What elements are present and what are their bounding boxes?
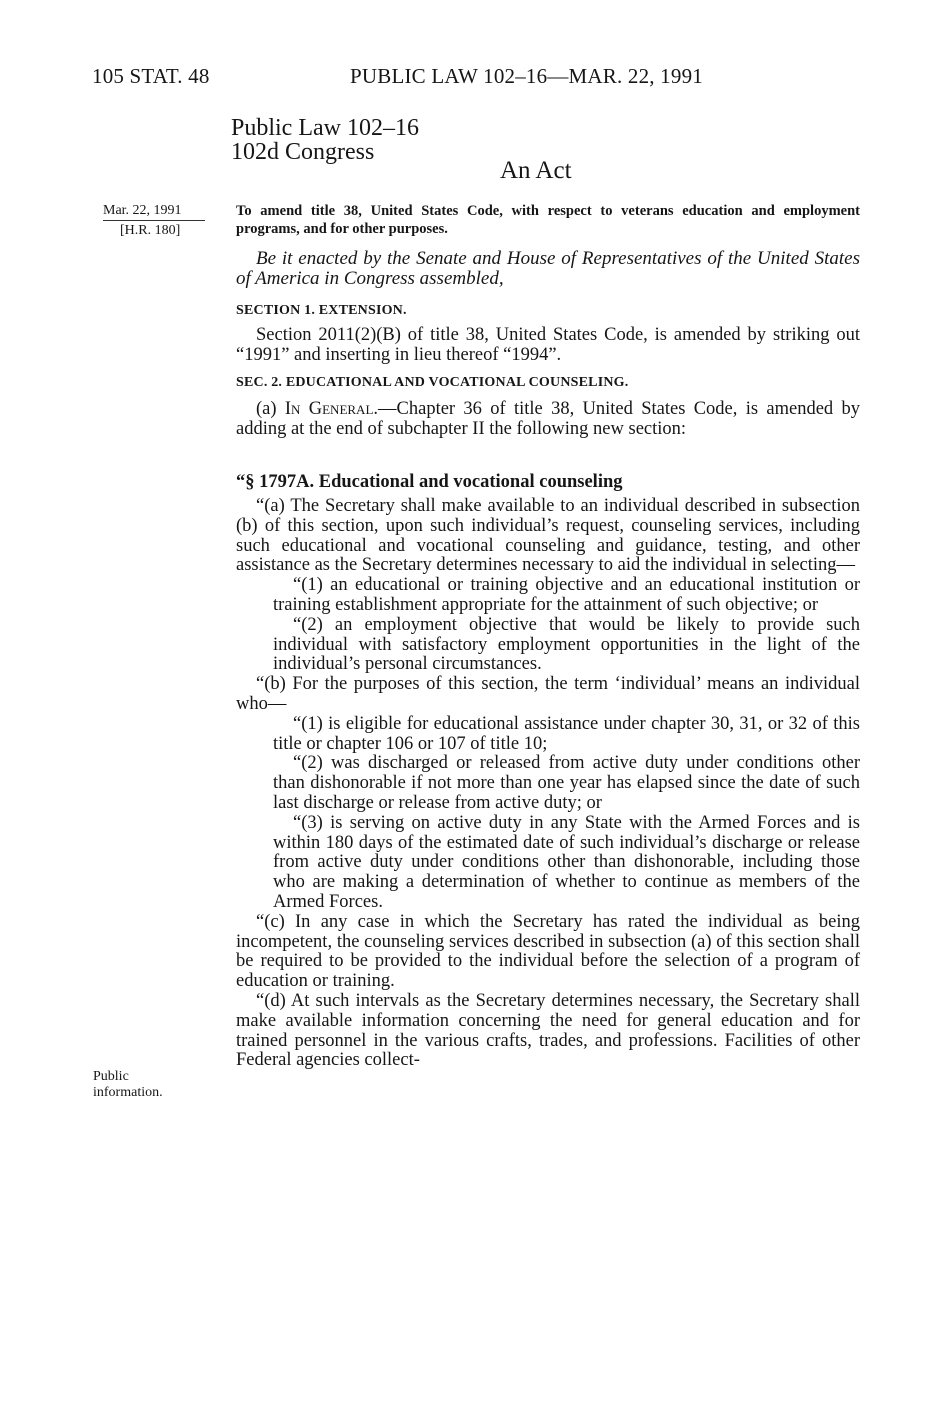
running-header-title: PUBLIC LAW 102–16—MAR. 22, 1991 — [350, 64, 703, 88]
section-2-heading: SEC. 2. EDUCATIONAL AND VOCATIONAL COUNSELING. — [236, 375, 629, 390]
margin-date: Mar. 22, 1991 — [103, 202, 205, 221]
paragraph-a: “(a) The Secretary shall make available to an individual described in subsection (b) of this section, upon such individual’s request, counseling services, including such educational and vocational counseling and guidance, testing, and other assistance as the Secretary determines necessary to aid the individual in selecting— — [236, 496, 860, 576]
paragraph-b-3: “(3) is serving on active duty in any State with the Armed Forces and is within 180 days of the estimated date of such individual’s discharge or release from active duty under conditions other than dishonorable, including those who are making a determination of whether to continue as members of the Armed Forces. — [273, 812, 860, 912]
in-general-label: In General — [284, 399, 374, 419]
paragraph-b-2: “(2) was discharged or released from active duty under conditions other than dishonorable if not more than one year has elapsed since the date of such last discharge or release from active duty; or — [273, 753, 860, 813]
enacting-clause: Be it enacted by the Senate and House of Representatives of the United States of America in Congress assembled, — [236, 248, 860, 289]
paragraph-a-1: “(1) an educational or training objective and an educational institution or training establishment appropriate for the attainment of such objective; or — [273, 575, 860, 615]
margin-public-info-line1: Public — [93, 1069, 129, 1084]
paragraph-b-1: “(1) is eligible for educational assistance under chapter 30, 31, or 32 of this title or chapter 106 or 107 of title 10; — [273, 713, 860, 754]
congress-label: 102d Congress — [231, 139, 375, 165]
margin-public-info-line2: information. — [93, 1085, 163, 1100]
page-stat-number: 105 STAT. 48 — [92, 64, 210, 88]
section-1-text: Section 2011(2)(B) of title 38, United States Code, is amended by striking out “1991” and inserting in lieu thereof “1994”. — [236, 325, 860, 365]
subsection-a-text: .—Chapter 36 of title 38, United States Code, is amended by adding at the end of subchapter II the following new section: — [236, 399, 860, 439]
paragraph-c: “(c) In any case in which the Secretary has rated the individual as being incompetent, the counseling services described in subsection (a) of this section shall be required to be provided to the individual before the selection of a program of education or training. — [236, 911, 860, 992]
act-label: An Act — [500, 157, 572, 184]
paragraph-d: “(d) At such intervals as the Secretary determines necessary, the Secretary shall make available information concerning the need for general education and for trained personnel in the various crafts, trades, and professions. Facilities of other Federal agencies collect- — [236, 990, 860, 1071]
section-1797a-body — [236, 497, 860, 1071]
paragraph-b: “(b) For the purposes of this section, the term ‘individual’ means an individual who— — [236, 674, 860, 714]
subsection-a-prefix: (a) — [256, 399, 285, 419]
section-1-heading: SECTION 1. EXTENSION. — [236, 303, 407, 318]
paragraph-a-2: “(2) an employment objective that would be likely to provide such individual with satisfactory employment opportunities in the light of the individual’s personal circumstances. — [273, 614, 860, 675]
public-law-number: Public Law 102–16 — [231, 115, 419, 141]
new-section-heading: “§ 1797A. Educational and vocational counseling — [236, 472, 623, 492]
act-purpose: To amend title 38, United States Code, with respect to veterans education and employment programs, and for other purposes. — [236, 203, 860, 237]
section-2-subsection-a — [236, 400, 860, 440]
margin-bill-number: [H.R. 180] — [120, 223, 181, 238]
